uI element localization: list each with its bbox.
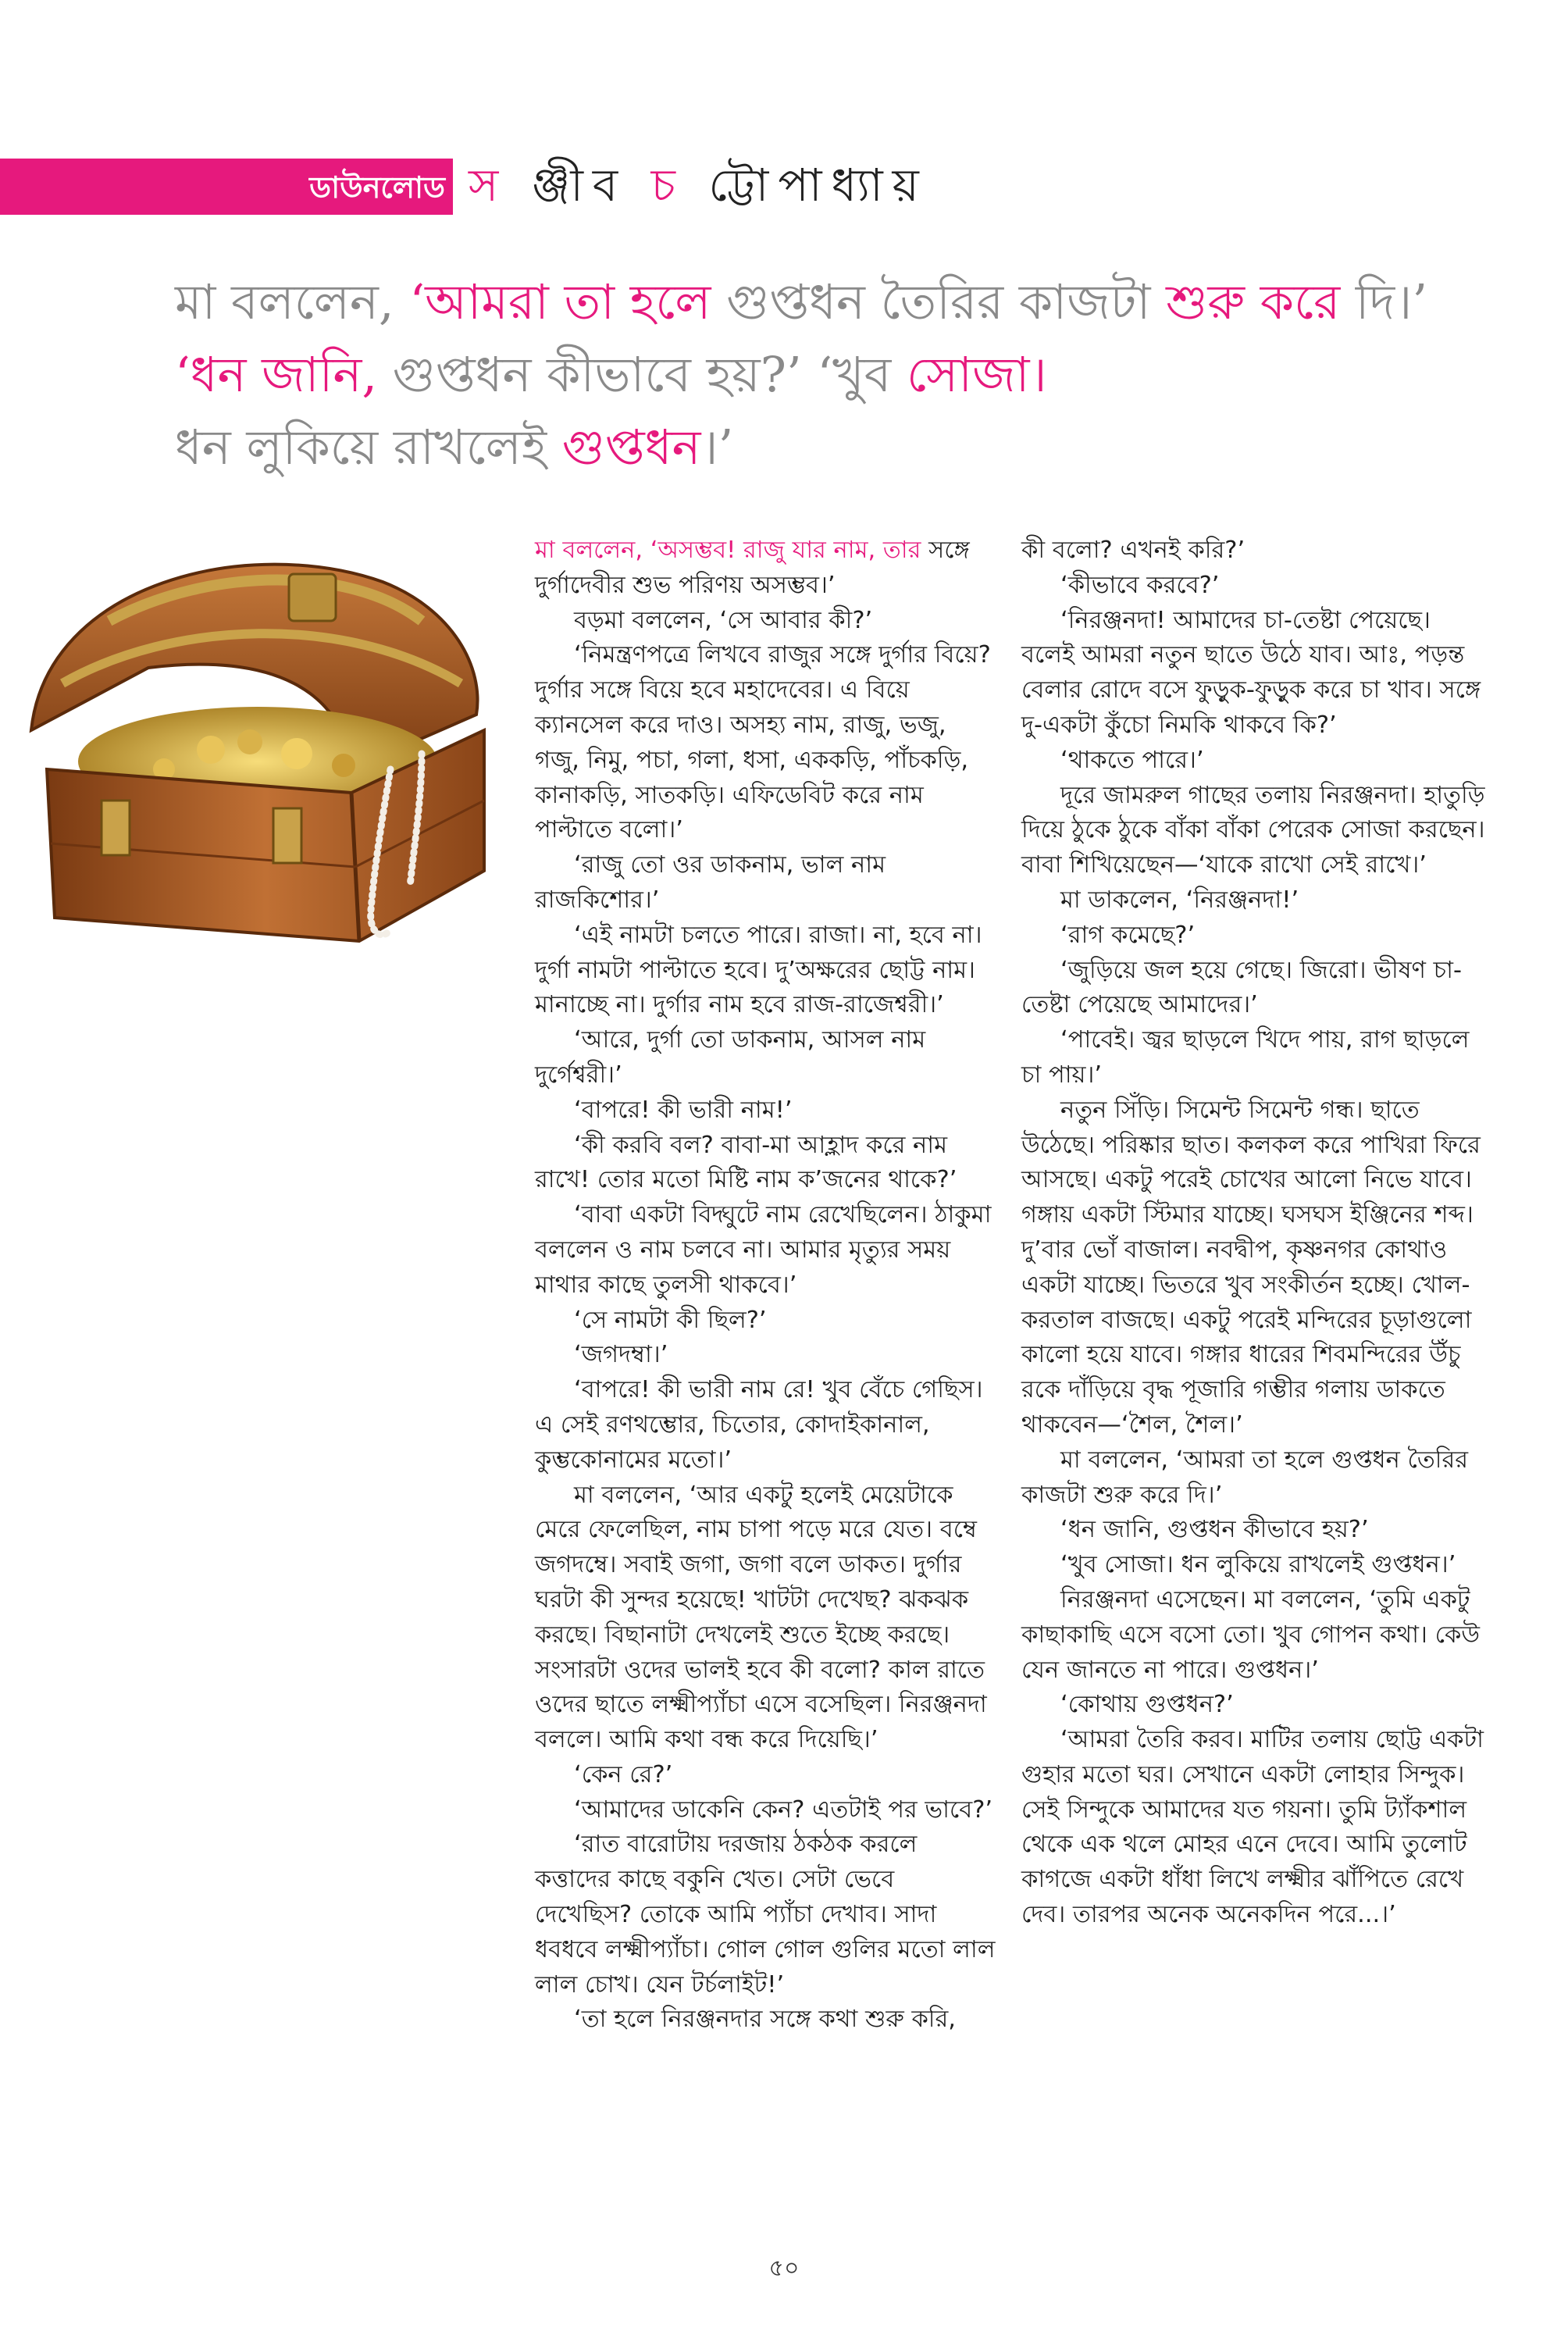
pq-l1-d: শুরু করে (1166, 273, 1356, 330)
paragraph (1021, 1443, 1490, 1514)
paragraph (535, 1198, 996, 1303)
pq-l2-c: সোজা। (907, 346, 1047, 403)
paragraph (1021, 954, 1490, 1024)
pq-l3-b: গুপ্তধন (561, 419, 701, 476)
paragraph (1021, 1688, 1490, 1723)
paragraph-text: নতুন সিঁড়ি। সিমেন্ট সিমেন্ট গন্ধ। ছাতে উঠেছে। পরিষ্কার ছাত। কলকল করে পাখিরা ফিরে আসছে। একটু পরেই চোখের আলো নিভে যাবে। গঙ্গায় একটা স্টিমার যাচ্ছে। ঘসঘস ইঞ্জিনের শব্দ। দু’বার ভোঁ বাজাল। নবদ্বীপ, কৃষ্ণনগর কোথাও একটা যাচ্ছে। ভিতরে খুব সংকীর্তন হচ্ছে। খোল-করতাল বাজছে। একটু পরেই মন্দিরের চূড়াগুলো কালো হয়ে যাবে। গঙ্গার ধারের শিবমন্দিরের উঁচু রকে দাঁড়িয়ে বৃদ্ধ পূজারি গম্ভীর গলায় ডাকতে থাকবেন—‘শৈল, শৈল।’ (1021, 1096, 1481, 1439)
paragraph (1021, 1093, 1490, 1443)
paragraph-text: ‘রাগ কমেছে?’ (1060, 921, 1196, 949)
paragraph-text: নিরঞ্জনদা এসেছেন। মা বললেন, ‘তুমি একটু কাছাকাছি এসে বসো তো। খুব গোপন কথা। কেউ যেন জানতে না পারে। গুপ্তধন।’ (1021, 1585, 1481, 1684)
paragraph (535, 1338, 996, 1373)
paragraph (535, 1373, 996, 1478)
paragraph-text: ‘কীভাবে করবে?’ (1060, 571, 1220, 599)
paragraph-text: ‘নিরঞ্জনদা! আমাদের চা-তেষ্টা পেয়েছে। বলেই আমরা নতুন ছাতে উঠে যাব। আঃ, পড়ন্ত বেলার রোদে বসে ফুড়ুক-ফুড়ুক করে চা খাব। সঙ্গে দু-একটা কুঁচো নিমকি থাকবে কি?’ (1021, 606, 1481, 739)
paragraph (535, 1093, 996, 1129)
article-column-right (1021, 533, 1490, 1933)
paragraph-text: কী বলো? এখনই করি?’ (1021, 537, 1245, 564)
pq-l2-b: গুপ্তধন কীভাবে হয়?’ ‘খুব (392, 346, 907, 403)
paragraph-text: মা ডাকলেন, ‘নিরঞ্জনদা!’ (1060, 886, 1299, 914)
paragraph-text: ‘রাজু তো ওর ডাকনাম, ভাল নাম রাজকিশোর।’ (535, 851, 886, 914)
pq-l2-a: ‘ধন জানি, (175, 346, 393, 403)
paragraph-text: ‘কী করবি বল? বাবা-মা আহ্লাদ করে নাম রাখে! তোর মতো মিষ্টি নাম ক’জনের থাকে?’ (535, 1131, 957, 1194)
paragraph-text: ‘বাবা একটা বিদ্ঘুটে নাম রেখেছিলেন। ঠাকুমা বললেন ও নাম চলবে না। আমার মৃত্যুর সময় মাথার কাছে তুলসী থাকবে।’ (535, 1201, 992, 1299)
pull-quote-line-2 (175, 338, 1463, 411)
paragraph (535, 1793, 996, 1828)
paragraph-text: মা বললেন, ‘আর একটু হলেই মেয়েটাকে মেরে ফেলেছিল, নাম চাপা পড়ে মরে যেত। বম্বে জগদম্বে। সবাই জগা, জগা বলে ডাকত। দুর্গার ঘরটা কী সুন্দর হয়েছে! খাটটা দেখেছ? ঝকঝক করছে। বিছানাটা দেখলেই শুতে ইচ্ছে করছে। সংসারটা ওদের ভালই হবে কী বলো? কাল রাতে ওদের ছাতে লক্ষ্মীপ্যাঁচা এসে বসেছিল। নিরঞ্জনদা বললে। আমি কথা বন্ধ করে দিয়েছি।’ (535, 1481, 987, 1754)
paragraph-text: ‘কোথায় গুপ্তধন?’ (1060, 1691, 1234, 1719)
paragraph (1021, 1513, 1490, 1548)
pq-l1-b: ‘আমরা তা হলে (409, 273, 727, 330)
paragraph (535, 638, 996, 848)
pq-l1-e: দি।’ (1355, 273, 1428, 330)
paragraph-text: ‘বাপরে! কী ভারী নাম রে! খুব বেঁচে গেছিস। এ সেই রণথম্ভোর, চিতোর, কোদাইকানাল, কুম্ভকোনামের মতো।’ (535, 1376, 983, 1474)
pq-l1-a: মা বললেন, (175, 273, 410, 330)
paragraph-text: ‘জুড়িয়ে জল হয়ে গেছে। জিরো। ভীষণ চা-তেষ্টা পেয়েছে আমাদের।’ (1021, 956, 1462, 1019)
paragraph (1021, 1583, 1490, 1688)
author-part-1: স (469, 159, 508, 212)
paragraph (1021, 1548, 1490, 1583)
paragraph (1021, 744, 1490, 779)
paragraph-text: ‘ধন জানি, গুপ্তধন কীভাবে হয়?’ (1060, 1516, 1369, 1544)
paragraph (535, 604, 996, 639)
paragraph (1021, 1723, 1490, 1933)
page-number: ৫০ (768, 2255, 800, 2282)
paragraph-text: ‘আমরা তৈরি করব। মাটির তলায় ছোট্ট একটা গুহার মতো ঘর। সেখানে একটা লোহার সিন্দুক। সেই সিন্দুকে আমাদের যত গয়না। তুমি ট্যাঁকশাল থেকে এক থলে মোহর এনে দেবে। আমি তুলোট কাগজে একটা ধাঁধা লিখে লক্ষ্মীর ঝাঁপিতে রেখে দেব। তারপর অনেক অনেকদিন পরে...।’ (1021, 1726, 1484, 1929)
section-label: ডাউনলোড (309, 170, 445, 205)
article-column-left (535, 533, 996, 2038)
paragraph (1021, 1023, 1490, 1093)
pq-l3-a: ধন লুকিয়ে রাখলেই (175, 419, 562, 476)
paragraph (535, 1758, 996, 1793)
paragraph (535, 2002, 996, 2038)
paragraph-text: মা বললেন, ‘আমরা তা হলে গুপ্তধন তৈরির কাজটা শুরু করে দি।’ (1021, 1446, 1469, 1509)
paragraph (535, 1023, 996, 1093)
paragraph-text: সঙ্গে দুর্গাদেবীর শুভ পরিণয় অসম্ভব।’ (535, 537, 970, 599)
paragraph-text: ‘থাকতে পারে।’ (1060, 746, 1204, 774)
paragraph (535, 1129, 996, 1199)
paragraph-text: ‘কেন রে?’ (574, 1760, 673, 1788)
paragraph (1021, 604, 1490, 744)
paragraph-text: ‘আরে, দুর্গা তো ডাকনাম, আসল নাম দুর্গেশ্বরী।’ (535, 1026, 926, 1089)
pq-l1-c: গুপ্তধন তৈরির কাজটা (726, 273, 1167, 330)
author-part-3: চ (650, 159, 685, 212)
pull-quote-line-1 (175, 266, 1463, 338)
paragraph-text: ‘খুব সোজা। ধন লুকিয়ে রাখলেই গুপ্তধন।’ (1060, 1551, 1456, 1579)
paragraph (535, 1478, 996, 1758)
paragraph-text: ‘এই নামটা চলতে পারে। রাজা। না, হবে না। দুর্গা নামটা পাল্টাতে হবে। দু’অক্ষরের ছোট্ট নাম। মানাচ্ছে না। দুর্গার নাম হবে রাজ-রাজেশ্বরী।’ (535, 921, 982, 1019)
pq-l3-c: ।’ (700, 419, 734, 476)
paragraph (535, 918, 996, 1023)
paragraph (1021, 918, 1490, 954)
paragraph-text: ‘সে নামটা কী ছিল?’ (574, 1306, 767, 1334)
pull-quote (175, 266, 1463, 483)
paragraph-text: ‘তা হলে নিরঞ্জনদার সঙ্গে কথা শুরু করি, (574, 2006, 956, 2034)
pull-quote-line-3 (175, 411, 1463, 483)
paragraph (535, 848, 996, 918)
author-part-2: ঞ্জীব (531, 159, 628, 212)
paragraph (535, 533, 996, 604)
paragraph-text: ‘আমাদের ডাকেনি কেন? এতটাই পর ভাবে?’ (574, 1795, 993, 1824)
paragraph (1021, 533, 1490, 569)
paragraph-text: ‘জগদম্বা।’ (574, 1341, 668, 1369)
paragraph (1021, 569, 1490, 604)
paragraph-text: ‘পাবেই। জ্বর ছাড়লে খিদে পায়, রাগ ছাড়লে চা পায়।’ (1021, 1026, 1470, 1089)
paragraph-text: ‘বাপরে! কী ভারী নাম!’ (574, 1096, 793, 1124)
paragraph-text: ‘রাত বারোটায় দরজায় ঠকঠক করলে কত্তাদের কাছে বকুনি খেত। সেটা ভেবে দেখেছিস? তোকে আমি প্যাঁচা দেখাব। সাদা ধবধবে লক্ষ্মীপ্যাঁচা। গোল গোল গুলির মতো লাল লাল চোখ। যেন টর্চলাইট!’ (535, 1831, 996, 1999)
paragraph (1021, 883, 1490, 918)
paragraph-text: বড়মা বললেন, ‘সে আবার কী?’ (574, 606, 873, 634)
author-part-4: ট্টোপাধ্যায় (708, 159, 928, 212)
paragraph-text: দূরে জামরুল গাছের তলায় নিরঞ্জনদা। হাতুড়ি দিয়ে ঠুকে ঠুকে বাঁকা বাঁকা পেরেক সোজা করছেন। বাবা শিখিয়েছেন—‘যাকে রাখো সেই রাখে।’ (1021, 781, 1485, 879)
paragraph-text: ‘নিমন্ত্রণপত্রে লিখবে রাজুর সঙ্গে দুর্গার বিয়ে? দুর্গার সঙ্গে বিয়ে হবে মহাদেবের। এ বিয়ে ক্যানসেল করে দাও। অসহ্য নাম, রাজু, ভজু, গজু, নিমু, পচা, গলা, ধসা, এককড়ি, পাঁচকড়ি, কানাকড়ি, সাতকড়ি। এফিডেবিট করে নাম পাল্টাতে বলো।’ (535, 641, 991, 844)
treasure-chest-icon (16, 535, 492, 957)
paragraph (535, 1828, 996, 2002)
paragraph (535, 1303, 996, 1339)
lead-text: মা বললেন, ‘অসম্ভব! রাজু যার নাম, তার (535, 537, 921, 564)
paragraph (1021, 779, 1490, 883)
author-name (469, 154, 928, 216)
